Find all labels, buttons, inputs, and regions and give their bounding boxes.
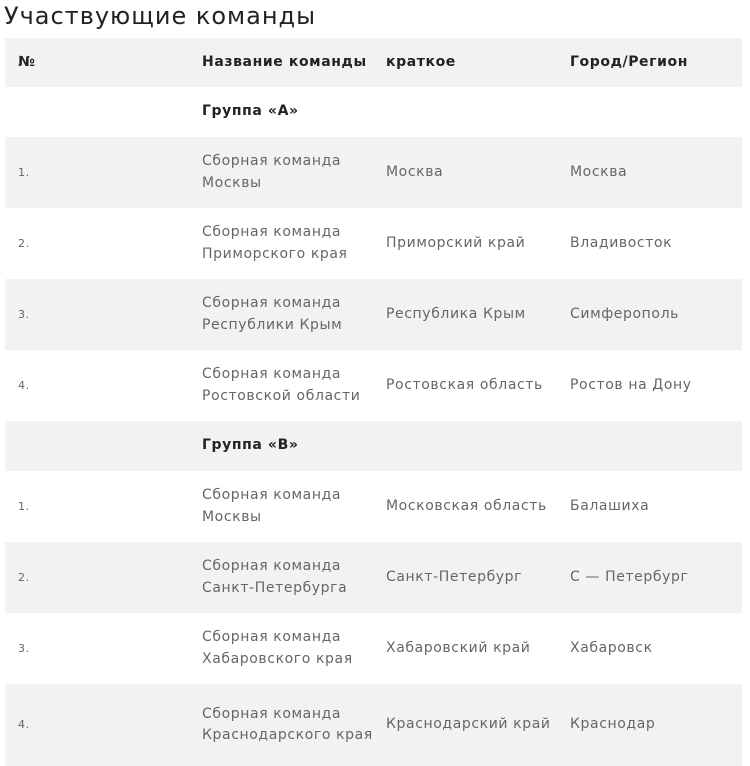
column-header-short: краткое <box>386 53 456 70</box>
table-row <box>5 279 742 350</box>
team-short: Республика Крым <box>386 305 526 322</box>
group-row-a <box>5 87 742 137</box>
table-row <box>5 137 742 208</box>
team-short: Санкт-Петербург <box>386 568 523 585</box>
team-number: 1. <box>18 165 30 179</box>
team-city: Симферополь <box>570 305 679 322</box>
table-row <box>5 208 742 279</box>
page-title: Участвующие команды <box>4 2 317 30</box>
group-empty-cell <box>373 87 557 137</box>
team-name: Сборная команда Приморского края <box>202 224 348 262</box>
team-city: С — Петербург <box>570 568 689 585</box>
team-name: Сборная команда Хабаровского края <box>202 629 353 667</box>
team-city: Краснодар <box>570 716 656 733</box>
team-number: 4. <box>18 718 30 732</box>
team-short: Краснодарский край <box>386 716 551 733</box>
group-empty-cell <box>557 421 742 471</box>
team-name: Сборная команда Краснодарского края <box>202 705 373 743</box>
team-city: Хабаровск <box>570 639 653 656</box>
table-row <box>5 684 742 766</box>
team-name: Сборная команда Республики Крым <box>202 295 343 333</box>
table-row <box>5 613 742 684</box>
team-number: 3. <box>18 307 30 321</box>
table-row <box>5 350 742 421</box>
team-number: 3. <box>18 641 30 655</box>
team-name: Сборная команда Санкт-Петербурга <box>202 558 348 596</box>
team-short: Приморский край <box>386 234 526 251</box>
team-short: Хабаровский край <box>386 639 531 656</box>
group-label: Группа «В» <box>202 437 299 454</box>
table-row <box>5 471 742 542</box>
group-number-cell <box>5 87 189 137</box>
team-name: Сборная команда Ростовской области <box>202 366 361 404</box>
column-header-number: № <box>18 53 36 70</box>
team-number: 4. <box>18 378 30 392</box>
table-header-row <box>5 38 742 87</box>
group-empty-cell <box>557 87 742 137</box>
team-name: Сборная команда Москвы <box>202 153 342 191</box>
group-empty-cell <box>373 421 557 471</box>
team-number: 2. <box>18 570 30 584</box>
team-short: Москва <box>386 163 444 180</box>
team-city: Ростов на Дону <box>570 376 692 393</box>
team-short: Московская область <box>386 497 547 514</box>
team-city: Балашиха <box>570 497 650 514</box>
group-label: Группа «А» <box>202 103 299 120</box>
team-number: 1. <box>18 499 30 513</box>
team-city: Москва <box>570 163 628 180</box>
teams-table <box>5 38 742 766</box>
team-short: Ростовская область <box>386 376 543 393</box>
group-number-cell <box>5 421 189 471</box>
team-number: 2. <box>18 236 30 250</box>
column-header-team-name: Название команды <box>202 53 367 70</box>
team-city: Владивосток <box>570 234 673 251</box>
table-row <box>5 542 742 613</box>
column-header-city-region: Город/Регион <box>570 53 688 70</box>
team-name: Сборная команда Москвы <box>202 487 342 525</box>
group-row-b <box>5 421 742 471</box>
